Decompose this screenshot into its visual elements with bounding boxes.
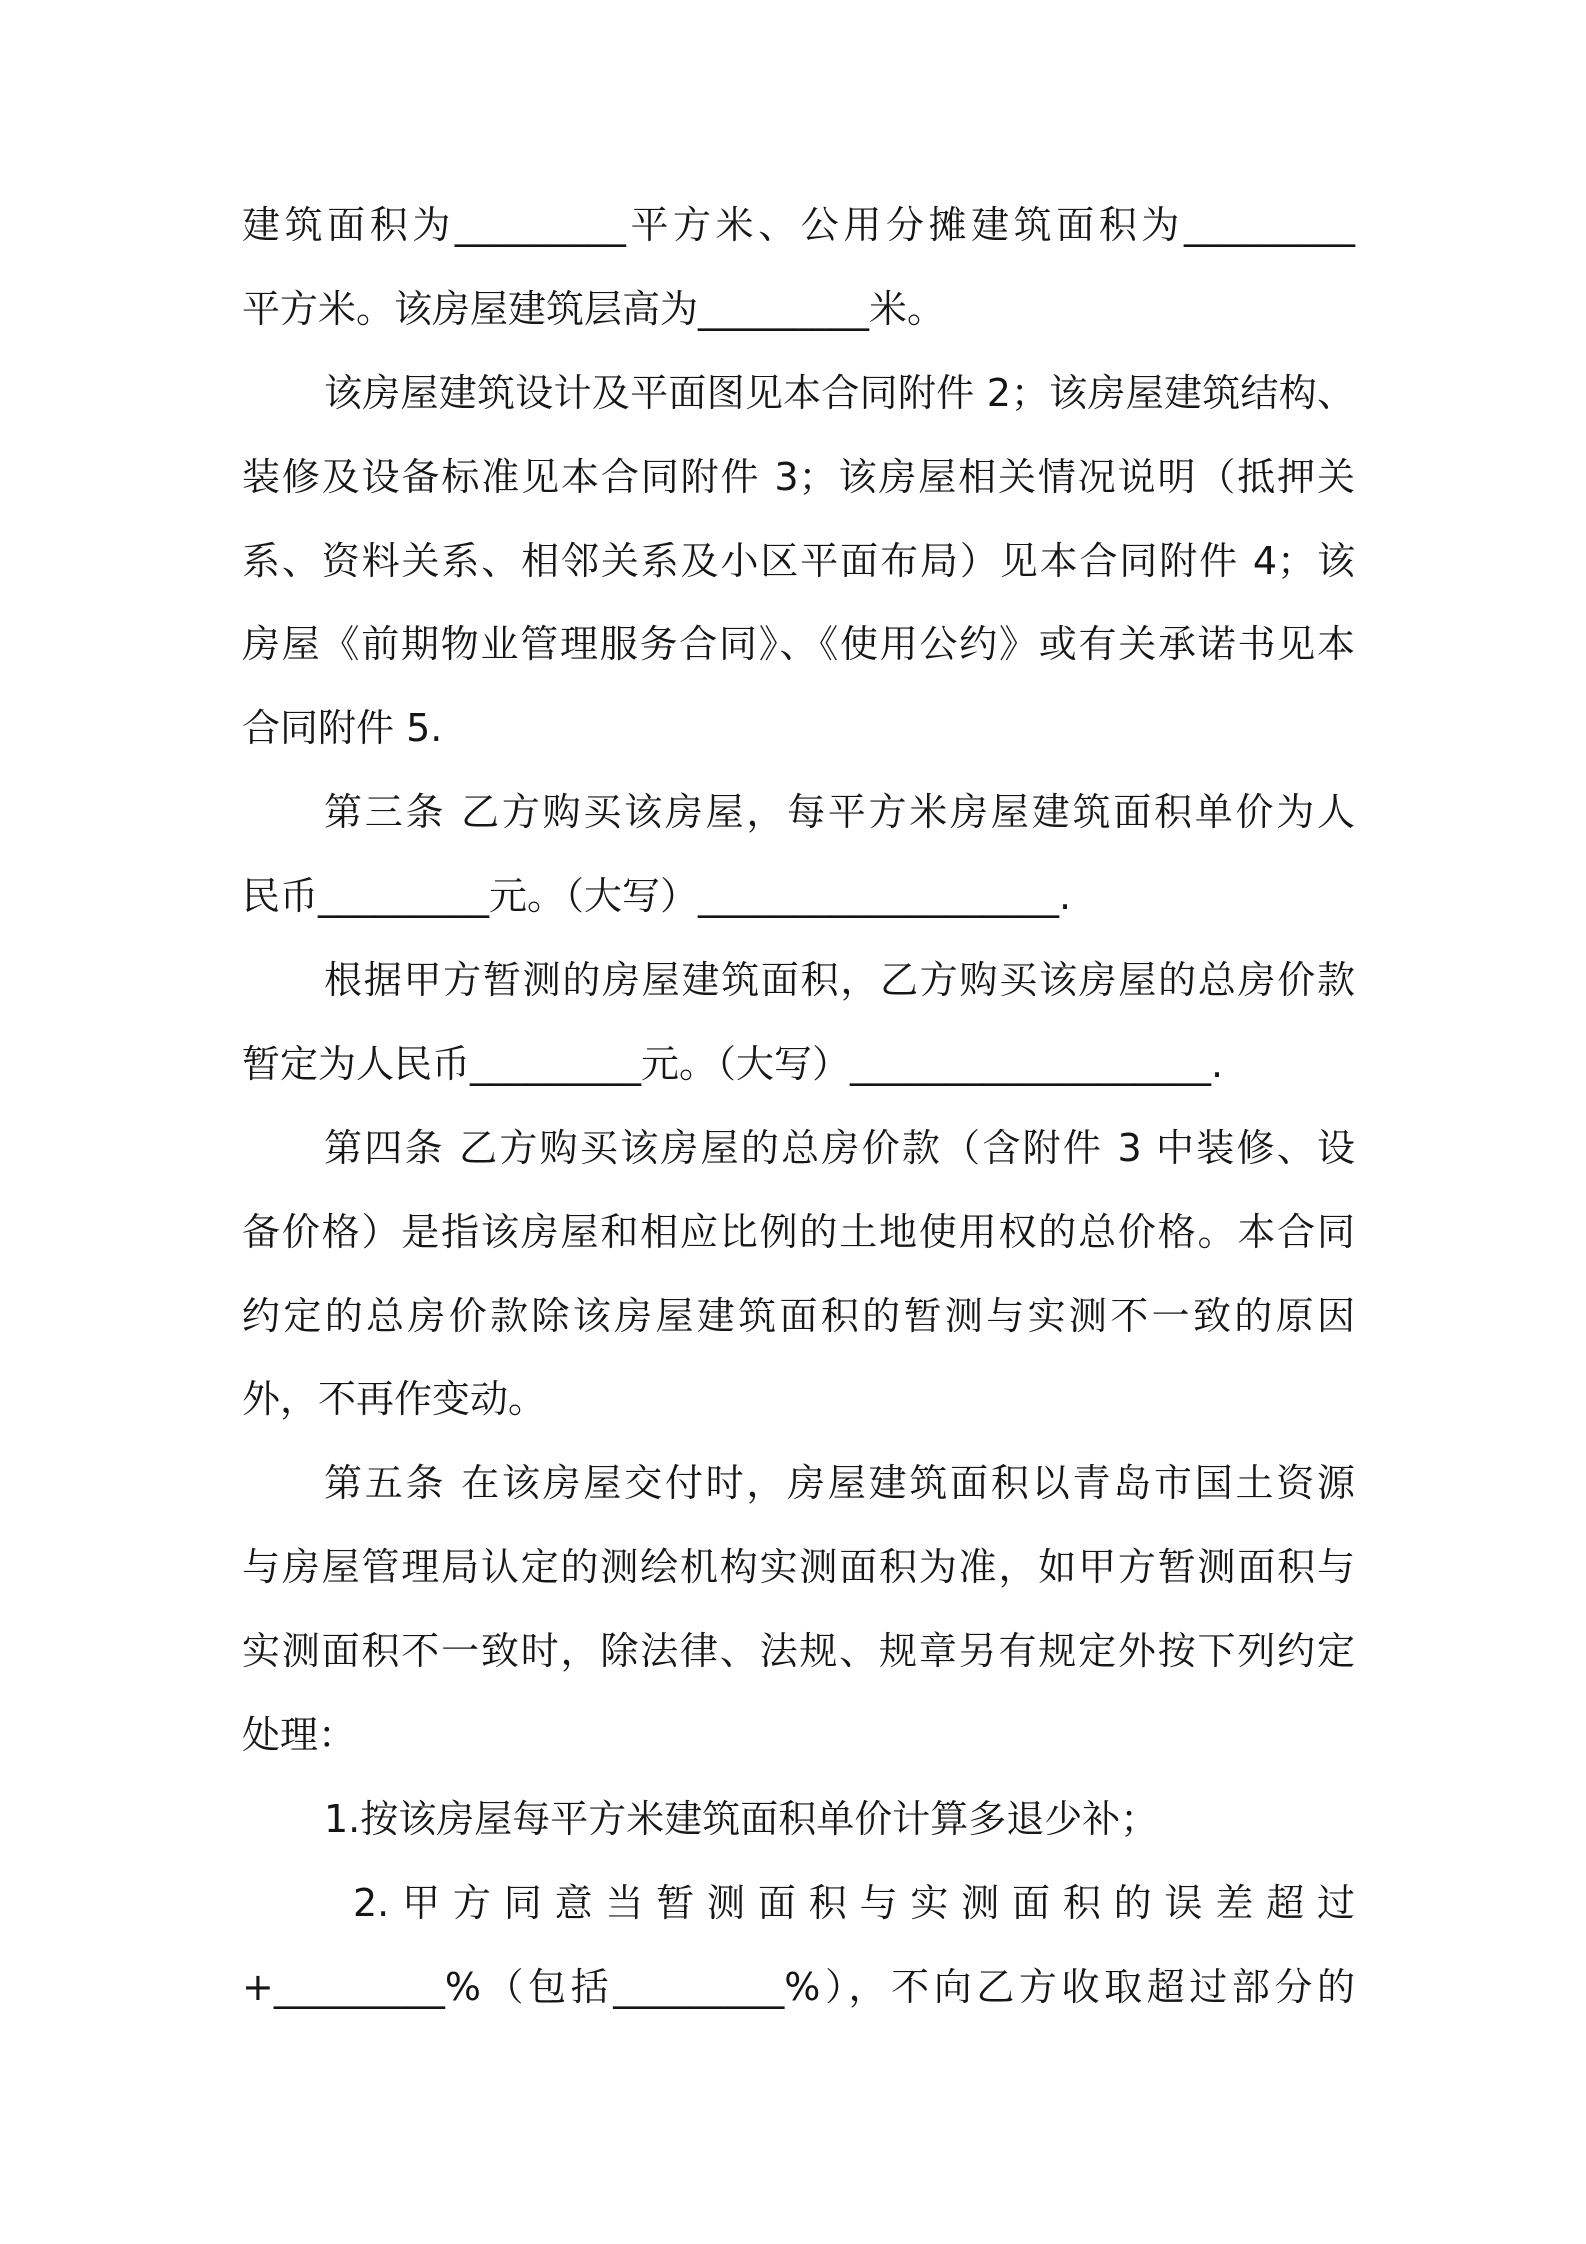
text-line: 备价格）是指该房屋和相应比例的土地使用权的总价格。本合同 [242, 1209, 1355, 1254]
text-line: 约定的总房价款除该房屋建筑面积的暂测与实测不一致的原因 [242, 1293, 1355, 1338]
text-line: 平方米。该房屋建筑层高为_________米。 [242, 286, 946, 331]
article-5-area-measurement [242, 1442, 1355, 1778]
text-line: +_________%（包括_________%），不向乙方收取超过部分的 [242, 1964, 1355, 2009]
text-line: 第三条 乙方购买该房屋，每平方米房屋建筑面积单价为人 [324, 790, 1355, 835]
list-item-2 [242, 1862, 1355, 2030]
text-line: 系、资料关系、相邻关系及小区平面布局）见本合同附件 4；该 [242, 538, 1355, 583]
text-line: 民币_________元。（大写）___________________. [242, 874, 1072, 919]
text-line: 第四条 乙方购买该房屋的总房价款（含附件 3 中装修、设 [324, 1125, 1355, 1170]
article-3-unit-price [242, 771, 1355, 939]
text-line: 根据甲方暂测的房屋建筑面积，乙方购买该房屋的总房价款 [324, 958, 1355, 1003]
text-line: 该房屋建筑设计及平面图见本合同附件 2；该房屋建筑结构、 [324, 370, 1355, 415]
list-item-1 [242, 1778, 1355, 1862]
text-line: 处理： [242, 1713, 357, 1758]
text-line: 1.按该房屋每平方米建筑面积单价计算多退少补； [324, 1796, 1159, 1841]
text-line: 建筑面积为_________平方米、公用分摊建筑面积为_________ [242, 203, 1355, 247]
text-line: 合同附件 5. [242, 706, 443, 751]
text-line: 实测面积不一致时，除法律、法规、规章另有规定外按下列约定 [242, 1629, 1355, 1674]
paragraph-attachments [242, 352, 1355, 771]
text-line: 装修及设备标准见本合同附件 3；该房屋相关情况说明（抵押关 [242, 454, 1355, 499]
text-line: 外，不再作变动。 [242, 1377, 547, 1422]
text-line: 2.甲方同意当暂测面积与实测面积的误差超过 [353, 1880, 1355, 1925]
paragraph-total-price [242, 939, 1355, 1107]
text-line: 第五条 在该房屋交付时，房屋建筑面积以青岛市国土资源 [324, 1461, 1355, 1506]
text-line: 房屋《前期物业管理服务合同》、《使用公约》或有关承诺书见本 [242, 622, 1355, 667]
contract-text-body [242, 184, 1355, 2030]
article-4-price-scope [242, 1107, 1355, 1443]
text-line: 暂定为人民币_________元。（大写）___________________. [242, 1041, 1224, 1086]
text-line: 与房屋管理局认定的测绘机构实测面积为准，如甲方暂测面积与 [242, 1545, 1355, 1590]
paragraph-area-continuation [242, 184, 1355, 352]
